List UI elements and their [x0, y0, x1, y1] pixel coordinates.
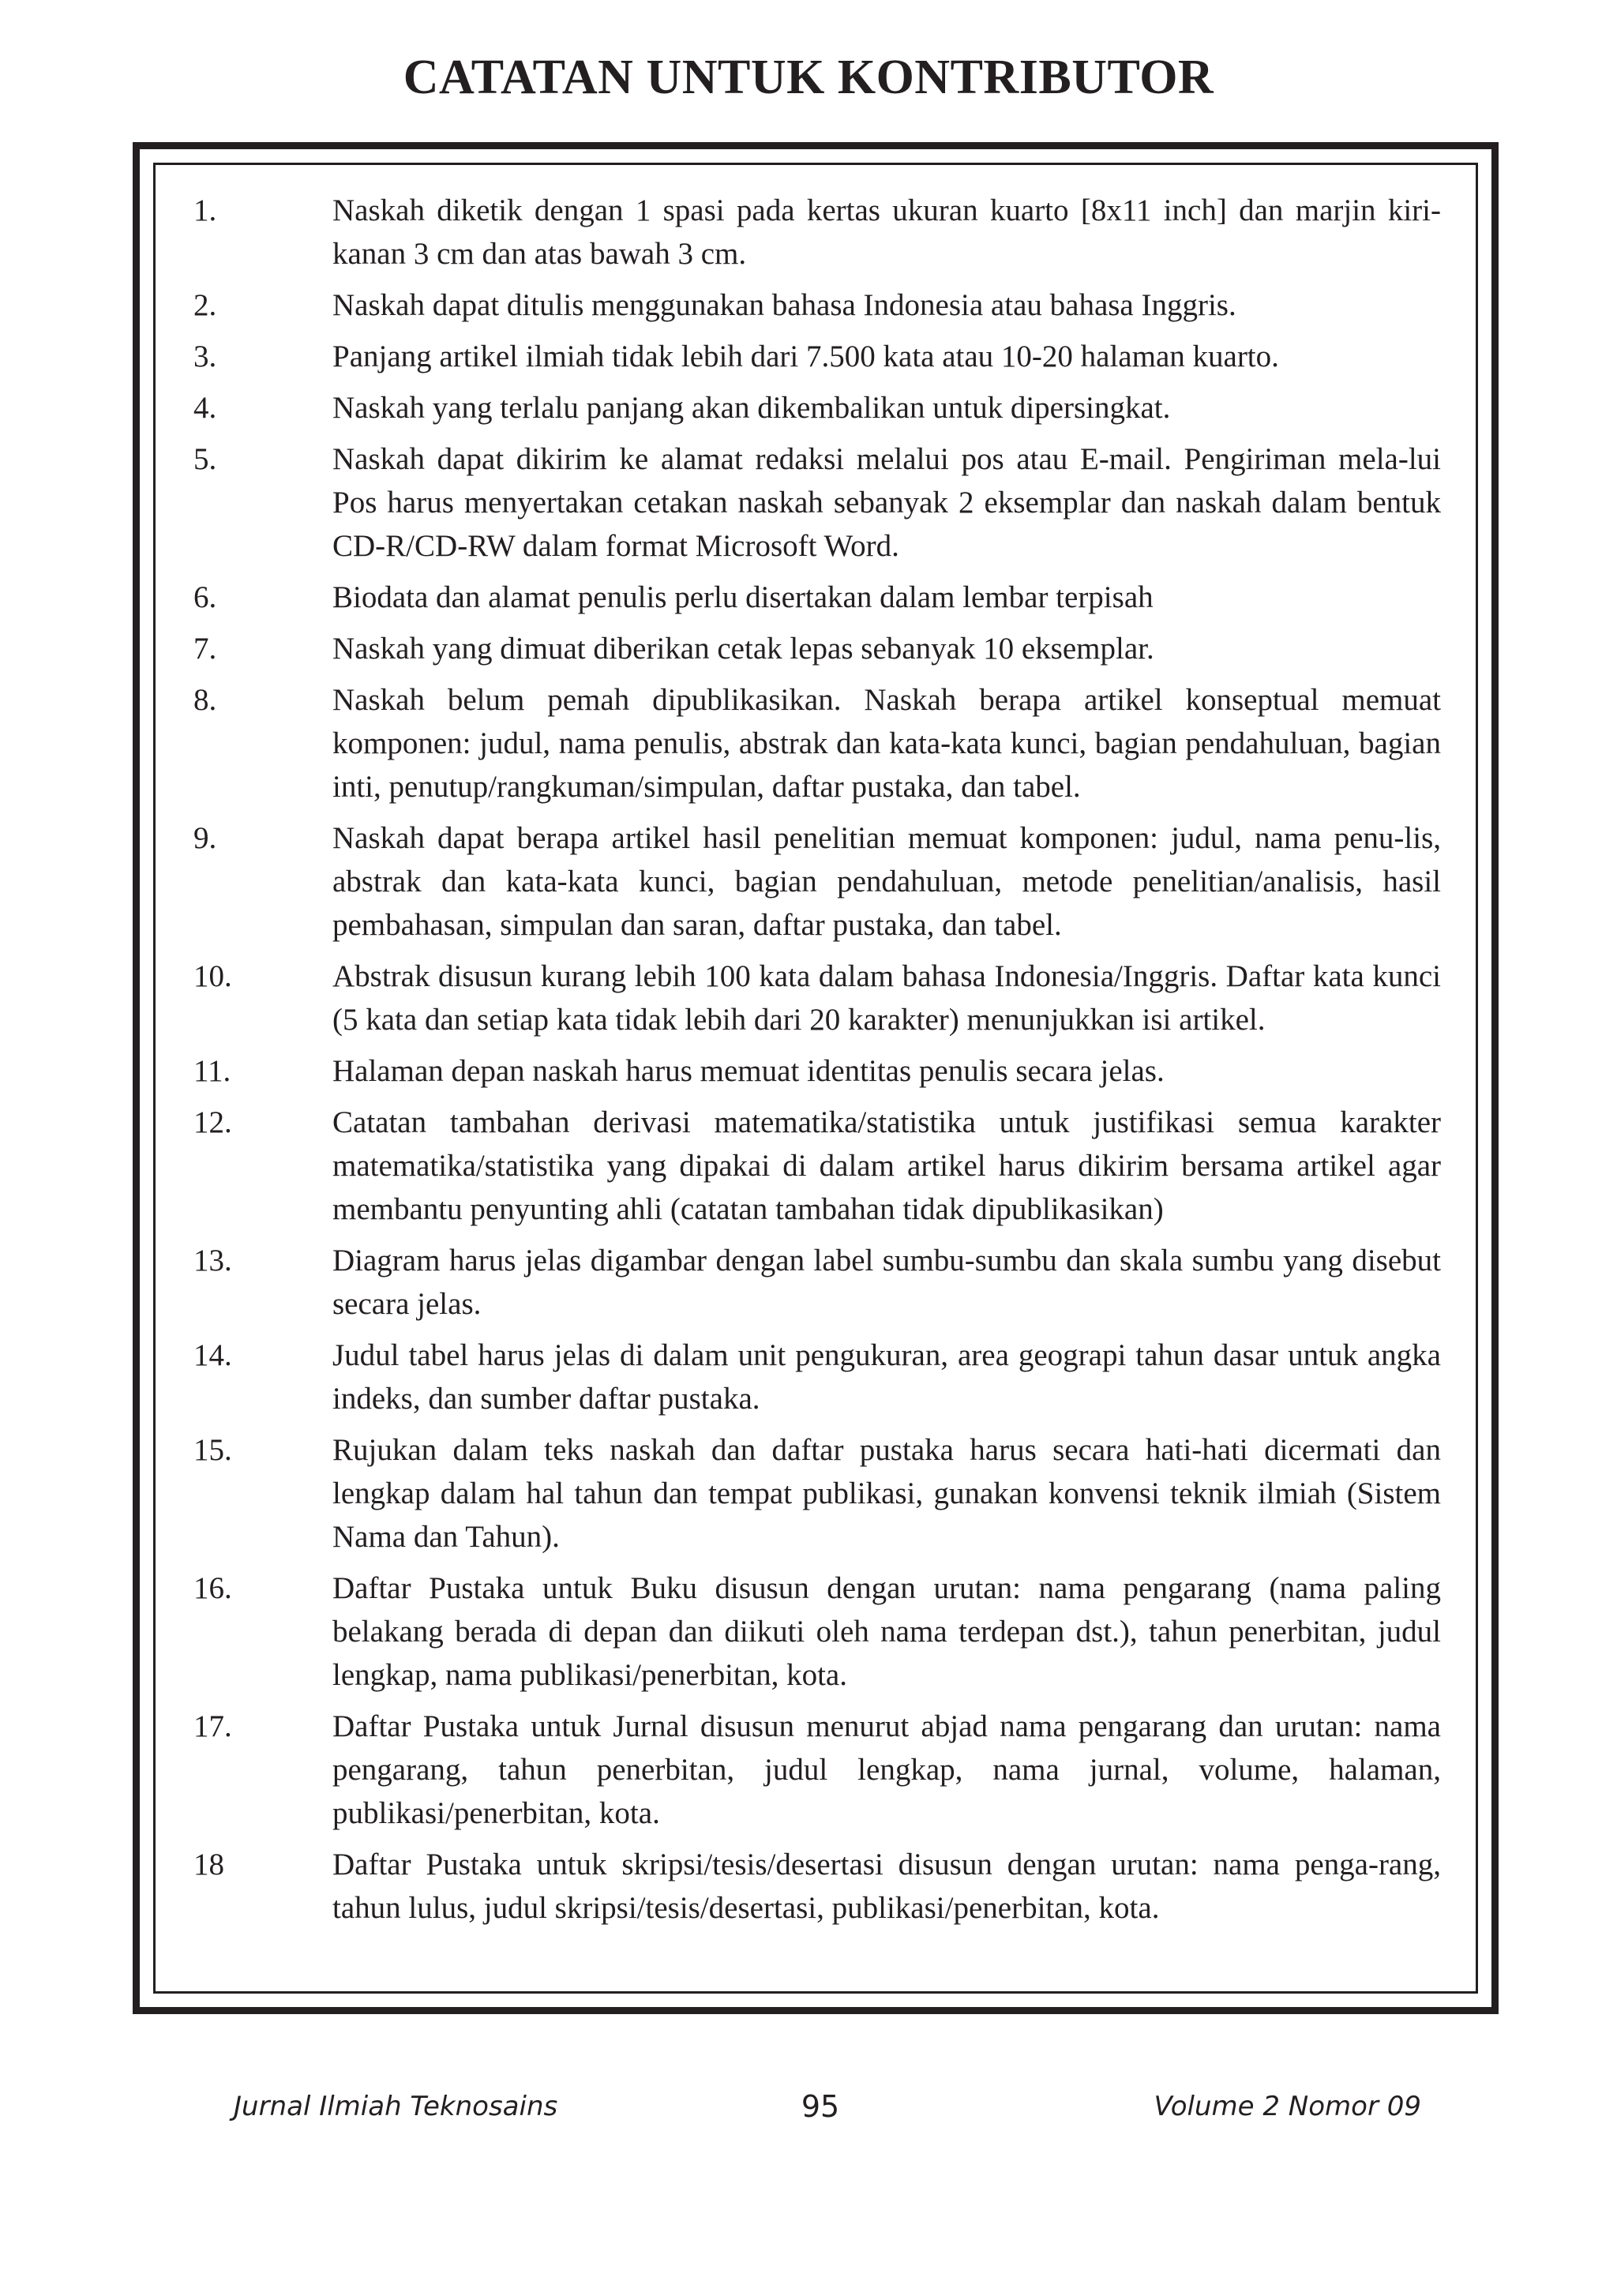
- guideline-item: [193, 1705, 1441, 1835]
- guideline-text: Panjang artikel ilmiah tidak lebih dari 7.500 kata atau 10-20 halaman kuarto.: [332, 340, 1279, 373]
- guideline-text: Naskah diketik dengan 1 spasi pada kertas ukuran kuarto [8x11 inch] dan marjin kiri-kanan 3 cm dan atas bawah 3 cm.: [332, 193, 1441, 271]
- guideline-item: [193, 1566, 1441, 1697]
- guideline-item: [193, 189, 1441, 276]
- guideline-text: Naskah dapat berapa artikel hasil penelitian memuat komponen: judul, nama penu-lis, abstrak dan kata-kata kunci, bagian pendahuluan, metode penelitian/analisis, hasil pembahasan, simpulan dan saran, daftar pustaka, dan tabel.: [332, 821, 1441, 942]
- guideline-number: 1.: [193, 193, 217, 227]
- guideline-text: Catatan tambahan derivasi matematika/statistika untuk justifikasi semua karakter matematika/statistika yang dipakai di dalam artikel harus dikirim bersama artikel agar membantu penyunting ahli (catatan tambahan tidak dipublikasikan): [332, 1105, 1441, 1226]
- guideline-text: Diagram harus jelas digambar dengan label sumbu-sumbu dan skala sumbu yang disebut secara jelas.: [332, 1244, 1441, 1321]
- guideline-text: Naskah yang terlalu panjang akan dikembalikan untuk dipersingkat.: [332, 391, 1171, 425]
- page-title: CATATAN UNTUK KONTRIBUTOR: [403, 51, 1214, 104]
- guideline-text: Biodata dan alamat penulis perlu disertakan dalam lembar terpisah: [332, 580, 1154, 614]
- guideline-text: Naskah yang dimuat diberikan cetak lepas sebanyak 10 eksemplar.: [332, 632, 1154, 666]
- guideline-text: Abstrak disusun kurang lebih 100 kata dalam bahasa Indonesia/Inggris. Daftar kata kunci (5 kata dan setiap kata tidak lebih dari 20 karakter) menunjukkan isi artikel.: [332, 959, 1441, 1037]
- guideline-item: [193, 678, 1441, 808]
- guideline-number: 9.: [193, 821, 217, 855]
- guideline-text: Daftar Pustaka untuk skripsi/tesis/desertasi disusun dengan urutan: nama penga-rang, tahun lulus, judul skripsi/tesis/desertasi, publikasi/penerbitan, kota.: [332, 1848, 1441, 1925]
- guideline-number: 4.: [193, 391, 217, 425]
- guideline-number: 16.: [193, 1571, 232, 1605]
- guideline-number: 2.: [193, 288, 217, 322]
- guideline-number: 5.: [193, 442, 217, 476]
- guideline-item: [193, 576, 1441, 619]
- footer-volume: Volume 2 Nomor 09: [1154, 2091, 1421, 2122]
- guideline-text: Halaman depan naskah harus memuat identitas penulis secara jelas.: [332, 1054, 1165, 1088]
- guideline-number: 18: [193, 1848, 224, 1881]
- guideline-item: [193, 1049, 1441, 1093]
- guideline-item: [193, 283, 1441, 327]
- content-frame: [133, 142, 1499, 2014]
- guideline-text: Naskah belum pemah dipublikasikan. Naskah berapa artikel konseptual memuat komponen: judul, nama penulis, abstrak dan kata-kata kunci, bagian pendahuluan, bagian inti, penutup/rangkuman/simpulan, daftar pustaka, dan tabel.: [332, 683, 1441, 804]
- guideline-item: [193, 1334, 1441, 1420]
- guideline-item: [193, 335, 1441, 378]
- guideline-item: [193, 1428, 1441, 1559]
- guideline-number: 14.: [193, 1338, 232, 1372]
- guideline-item: [193, 627, 1441, 670]
- guideline-number: 8.: [193, 683, 217, 717]
- guideline-text: Rujukan dalam teks naskah dan daftar pustaka harus secara hati-hati dicermati dan lengkap dalam hal tahun dan tempat publikasi, gunakan konvensi teknik ilmiah (Sistem Nama dan Tahun).: [332, 1433, 1441, 1554]
- guideline-text: Judul tabel harus jelas di dalam unit pengukuran, area geograpi tahun dasar untuk angka indeks, dan sumber daftar pustaka.: [332, 1338, 1441, 1416]
- guideline-number: 15.: [193, 1433, 232, 1467]
- guideline-item: [193, 816, 1441, 947]
- guideline-item: [193, 955, 1441, 1041]
- guideline-number: 7.: [193, 632, 217, 666]
- footer-page-number: 95: [801, 2089, 840, 2124]
- guideline-number: 12.: [193, 1105, 232, 1139]
- footer-journal-name: Jurnal Ilmiah Teknosains: [234, 2091, 558, 2122]
- guideline-number: 6.: [193, 580, 217, 614]
- guideline-item: [193, 1239, 1441, 1326]
- page-footer: [0, 2083, 1617, 2130]
- guideline-item: [193, 386, 1441, 430]
- guideline-number: 13.: [193, 1244, 232, 1277]
- guideline-text: Daftar Pustaka untuk Buku disusun dengan urutan: nama pengarang (nama paling belakang berada di depan dan diikuti oleh nama terdepan dst.), tahun penerbitan, judul lengkap, nama publikasi/penerbitan, kota.: [332, 1571, 1441, 1692]
- guideline-number: 3.: [193, 340, 217, 373]
- guideline-number: 10.: [193, 959, 232, 993]
- guideline-item: [193, 1843, 1441, 1930]
- guideline-text: Naskah dapat dikirim ke alamat redaksi melalui pos atau E-mail. Pengiriman mela-lui Pos harus menyertakan cetakan naskah sebanyak 2 eksemplar dan naskah dalam bentuk CD-R/CD-RW dalam format Microsoft Word.: [332, 442, 1441, 563]
- guideline-text: Daftar Pustaka untuk Jurnal disusun menurut abjad nama pengarang dan urutan: nama pengarang, tahun penerbitan, judul lengkap, nama jurnal, volume, halaman, publikasi/penerbitan, kota.: [332, 1709, 1441, 1830]
- guideline-text: Naskah dapat ditulis menggunakan bahasa Indonesia atau bahasa Inggris.: [332, 288, 1236, 322]
- guidelines-list: [193, 189, 1441, 1938]
- guideline-number: 17.: [193, 1709, 232, 1743]
- guideline-number: 11.: [193, 1054, 231, 1088]
- guideline-item: [193, 437, 1441, 568]
- guideline-item: [193, 1101, 1441, 1231]
